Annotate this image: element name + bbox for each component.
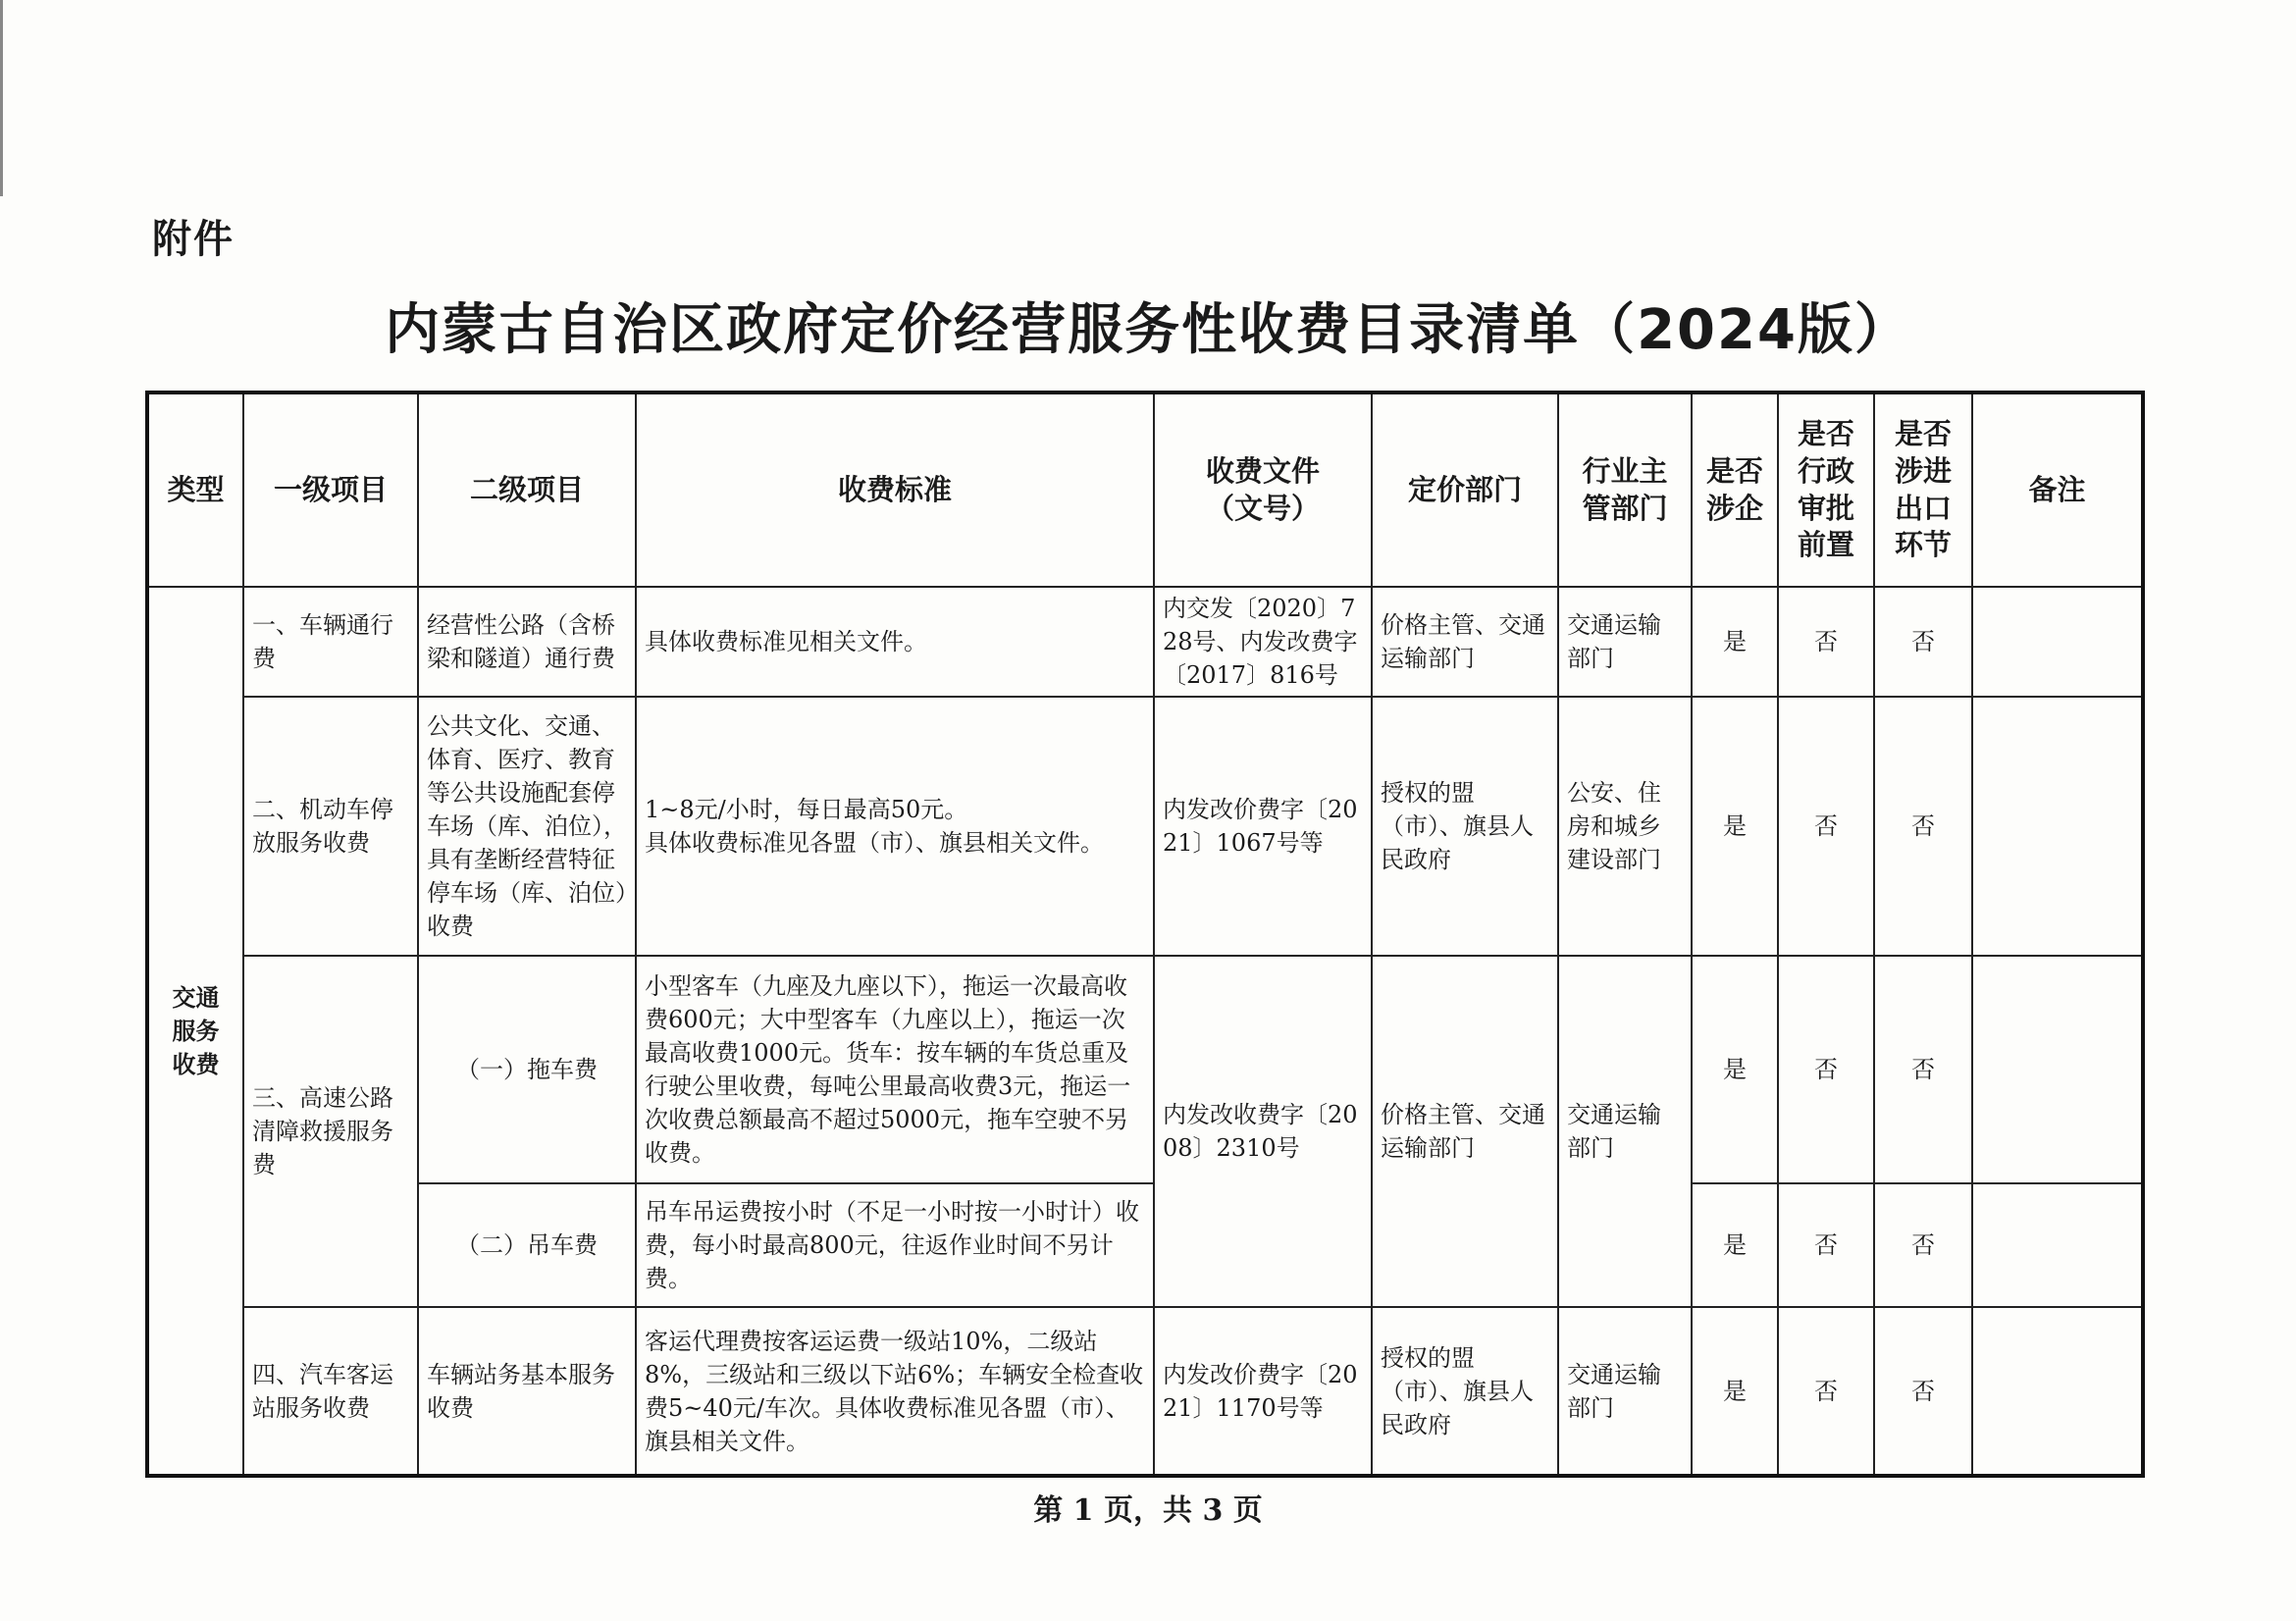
industry-dept-cell: 交通运输部门 xyxy=(1558,587,1692,697)
admin-approval-cell: 否 xyxy=(1778,956,1874,1183)
header-remarks: 备注 xyxy=(1972,392,2143,587)
level1-cell: 二、机动车停放服务收费 xyxy=(243,697,418,956)
header-admin-approval: 是否 行政 审批 前置 xyxy=(1778,392,1874,587)
standard-cell: 具体收费标准见相关文件。 xyxy=(636,587,1154,697)
pricing-dept-cell: 授权的盟（市）、旗县人民政府 xyxy=(1372,1307,1558,1476)
header-import-export: 是否 涉进 出口 环节 xyxy=(1874,392,1972,587)
header-level2: 二级项目 xyxy=(418,392,636,587)
admin-approval-cell: 否 xyxy=(1778,587,1874,697)
table-row xyxy=(147,697,2143,956)
pricing-dept-cell: 价格主管、交通运输部门 xyxy=(1372,956,1558,1307)
level2-cell: 经营性公路（含桥梁和隧道）通行费 xyxy=(418,587,636,697)
admin-approval-cell: 否 xyxy=(1778,1307,1874,1476)
standard-cell: 1~8元/小时，每日最高50元。 具体收费标准见各盟（市）、旗县相关文件。 xyxy=(636,697,1154,956)
header-document: 收费文件 （文号） xyxy=(1154,392,1372,587)
admin-approval-cell: 否 xyxy=(1778,1183,1874,1307)
scan-edge xyxy=(0,0,3,196)
industry-dept-cell: 公安、住房和城乡建设部门 xyxy=(1558,697,1692,956)
category-cell: 交通 服务 收费 xyxy=(147,587,243,1476)
standard-cell: 客运代理费按客运运费一级站10%，二级站8%，三级站和三级以下站6%；车辆安全检查收费5~40元/车次。具体收费标准见各盟（市）、旗县相关文件。 xyxy=(636,1307,1154,1476)
involves-enterprise-cell: 是 xyxy=(1692,1183,1778,1307)
document-title: 内蒙古自治区政府定价经营服务性收费目录清单（2024版） xyxy=(385,298,1911,362)
header-involves-enterprise: 是否 涉企 xyxy=(1692,392,1778,587)
level1-cell: 一、车辆通行费 xyxy=(243,587,418,697)
level1-cell: 四、汽车客运站服务收费 xyxy=(243,1307,418,1476)
level2-cell: （一）拖车费 xyxy=(418,956,636,1183)
import-export-cell: 否 xyxy=(1874,1307,1972,1476)
document-cell: 内发改价费字〔2021〕1067号等 xyxy=(1154,697,1372,956)
header-row xyxy=(147,392,2143,587)
page-footer: 第 1 页，共 3 页 xyxy=(1033,1493,1263,1528)
remarks-cell xyxy=(1972,587,2143,697)
table-row xyxy=(147,1183,2143,1307)
import-export-cell: 否 xyxy=(1874,956,1972,1183)
involves-enterprise-cell: 是 xyxy=(1692,587,1778,697)
header-industry-dept: 行业主 管部门 xyxy=(1558,392,1692,587)
involves-enterprise-cell: 是 xyxy=(1692,1307,1778,1476)
fee-catalog-table xyxy=(145,391,2145,1478)
import-export-cell: 否 xyxy=(1874,1183,1972,1307)
industry-dept-cell: 交通运输部门 xyxy=(1558,956,1692,1307)
document-cell: 内交发〔2020〕728号、内发改费字〔2017〕816号 xyxy=(1154,587,1372,697)
pricing-dept-cell: 授权的盟（市）、旗县人民政府 xyxy=(1372,697,1558,956)
level2-cell: 公共文化、交通、体育、医疗、教育等公共设施配套停车场（库、泊位），具有垄断经营特征停车场（库、泊位）收费 xyxy=(418,697,636,956)
remarks-cell xyxy=(1972,956,2143,1183)
table-row xyxy=(147,1307,2143,1476)
import-export-cell: 否 xyxy=(1874,587,1972,697)
document-cell: 内发改收费字〔2008〕2310号 xyxy=(1154,956,1372,1307)
standard-cell: 吊车吊运费按小时（不足一小时按一小时计）收费，每小时最高800元，往返作业时间不另计费。 xyxy=(636,1183,1154,1307)
admin-approval-cell: 否 xyxy=(1778,697,1874,956)
standard-cell: 小型客车（九座及九座以下），拖运一次最高收费600元；大中型客车（九座以上），拖运一次最高收费1000元。货车：按车辆的车货总重及行驶公里收费，每吨公里最高收费3元，拖运一次收费总额最高不超过5000元，拖车空驶不另收费。 xyxy=(636,956,1154,1183)
involves-enterprise-cell: 是 xyxy=(1692,697,1778,956)
header-type: 类型 xyxy=(147,392,243,587)
pricing-dept-cell: 价格主管、交通运输部门 xyxy=(1372,587,1558,697)
header-level1: 一级项目 xyxy=(243,392,418,587)
table-row xyxy=(147,587,2143,697)
import-export-cell: 否 xyxy=(1874,697,1972,956)
remarks-cell xyxy=(1972,1183,2143,1307)
document-cell: 内发改价费字〔2021〕1170号等 xyxy=(1154,1307,1372,1476)
attachment-label: 附件 xyxy=(152,217,235,262)
level2-cell: （二）吊车费 xyxy=(418,1183,636,1307)
level1-cell: 三、高速公路清障救援服务费 xyxy=(243,956,418,1307)
header-pricing-dept: 定价部门 xyxy=(1372,392,1558,587)
remarks-cell xyxy=(1972,1307,2143,1476)
table-row xyxy=(147,956,2143,1183)
level2-cell: 车辆站务基本服务收费 xyxy=(418,1307,636,1476)
header-standard: 收费标准 xyxy=(636,392,1154,587)
involves-enterprise-cell: 是 xyxy=(1692,956,1778,1183)
remarks-cell xyxy=(1972,697,2143,956)
industry-dept-cell: 交通运输部门 xyxy=(1558,1307,1692,1476)
